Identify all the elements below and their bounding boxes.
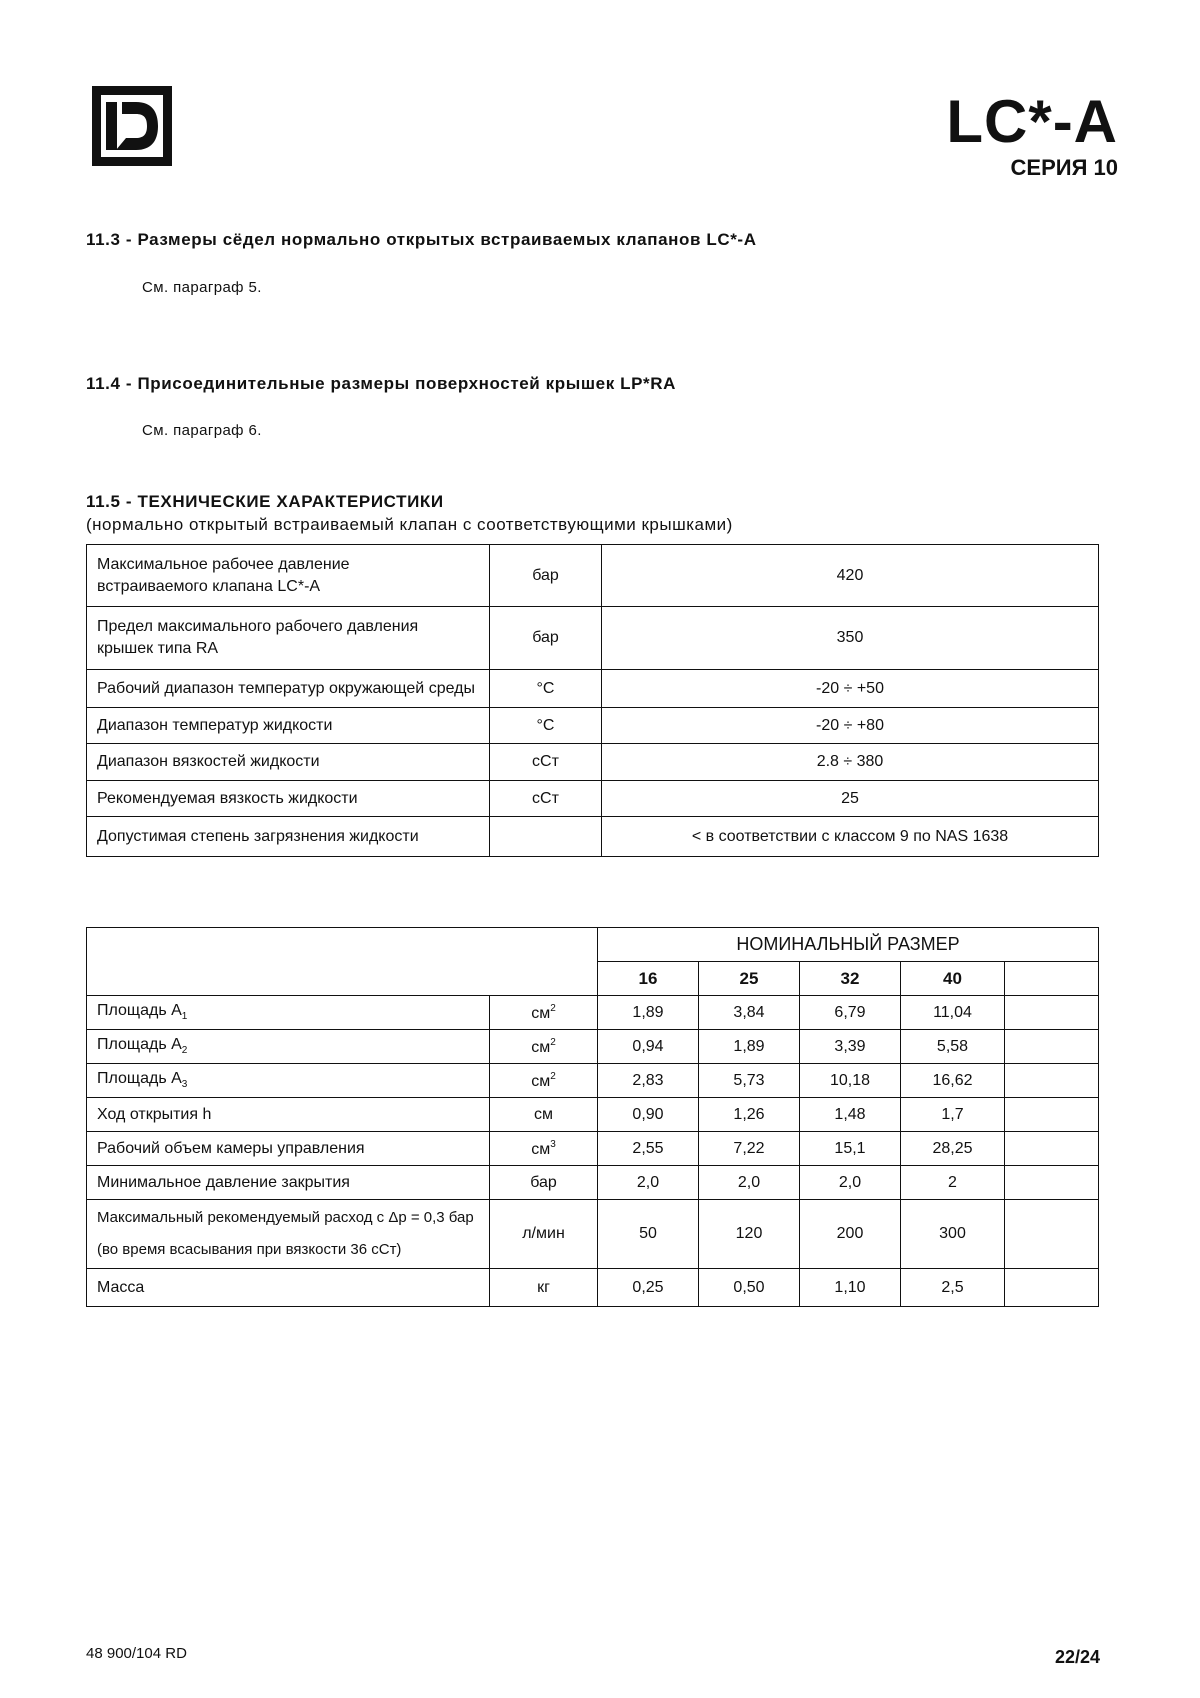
value-cell: 2,0 <box>598 1166 699 1200</box>
value-cell: 0,90 <box>598 1098 699 1132</box>
value-cell: 120 <box>699 1200 800 1269</box>
empty-cell <box>1005 1200 1099 1269</box>
table-row <box>87 1200 1099 1269</box>
value-cell: < в соответствии с классом 9 по NAS 1638 <box>602 817 1099 857</box>
header-empty-cell <box>87 928 598 996</box>
value-cell: 1,89 <box>699 1030 800 1064</box>
section-11-5-heading: 11.5 - ТЕХНИЧЕСКИЕ ХАРАКТЕРИСТИКИ <box>86 492 444 511</box>
table-row <box>87 545 1099 607</box>
value-cell: 2 <box>901 1166 1005 1200</box>
empty-cell <box>1005 1166 1099 1200</box>
value-cell: 7,22 <box>699 1132 800 1166</box>
value-cell: -20 ÷ +80 <box>602 708 1099 744</box>
value-cell: 420 <box>602 545 1099 607</box>
param-cell: Ход открытия h <box>87 1098 490 1132</box>
size-header-25: 25 <box>699 962 800 996</box>
param-cell: Диапазон вязкостей жидкости <box>87 744 490 781</box>
value-cell: 1,26 <box>699 1098 800 1132</box>
unit-cell <box>490 817 602 857</box>
value-cell: 1,89 <box>598 996 699 1030</box>
param-cell: Масса <box>87 1269 490 1307</box>
value-cell: 15,1 <box>800 1132 901 1166</box>
unit-cell: кг <box>490 1269 598 1307</box>
value-cell: 350 <box>602 607 1099 670</box>
value-cell: 1,10 <box>800 1269 901 1307</box>
empty-cell <box>1005 1132 1099 1166</box>
company-logo <box>92 86 172 166</box>
value-cell: 11,04 <box>901 996 1005 1030</box>
value-cell: 300 <box>901 1200 1005 1269</box>
table-row <box>87 708 1099 744</box>
param-cell: Предел максимального рабочего давления крышек типа RA <box>87 607 490 670</box>
unit-cell: $см^2$ <box>490 996 598 1030</box>
section-11-3-text: См. параграф 5. <box>142 279 262 296</box>
unit-cell: сСт <box>490 781 602 817</box>
value-cell: -20 ÷ +50 <box>602 670 1099 708</box>
table-row <box>87 1064 1099 1098</box>
table-row <box>87 744 1099 781</box>
param-cell: Рабочий объем камеры управления <box>87 1132 490 1166</box>
value-cell: 3,39 <box>800 1030 901 1064</box>
value-cell: 25 <box>602 781 1099 817</box>
param-cell: Площадь $A_1$ <box>87 996 490 1030</box>
value-cell: 2,5 <box>901 1269 1005 1307</box>
unit-cell: $см^3$ <box>490 1132 598 1166</box>
unit-cell: см <box>490 1098 598 1132</box>
value-cell: 2,0 <box>800 1166 901 1200</box>
empty-cell <box>1005 1098 1099 1132</box>
table-row <box>87 670 1099 708</box>
value-cell: 10,18 <box>800 1064 901 1098</box>
param-cell: Диапазон температур жидкости <box>87 708 490 744</box>
unit-cell: $см^2$ <box>490 1064 598 1098</box>
document-code: 48 900/104 RD <box>86 1645 187 1662</box>
value-cell: 0,25 <box>598 1269 699 1307</box>
value-cell: 50 <box>598 1200 699 1269</box>
param-cell: Рабочий диапазон температур окружающей среды <box>87 670 490 708</box>
nominal-size-table <box>86 927 1099 1307</box>
unit-cell: °С <box>490 670 602 708</box>
size-header-40: 40 <box>901 962 1005 996</box>
value-cell: 28,25 <box>901 1132 1005 1166</box>
table-row <box>87 607 1099 670</box>
value-cell: 3,84 <box>699 996 800 1030</box>
table-row <box>87 1030 1099 1064</box>
table-row <box>87 1098 1099 1132</box>
series-label: СЕРИЯ 10 <box>1010 155 1118 180</box>
param-cell: Площадь $A_2$ <box>87 1030 490 1064</box>
param-cell: Площадь $A_3$ <box>87 1064 490 1098</box>
empty-cell <box>1005 996 1099 1030</box>
value-cell: 2,83 <box>598 1064 699 1098</box>
param-cell: Допустимая степень загрязнения жидкости <box>87 817 490 857</box>
table-row <box>87 1132 1099 1166</box>
value-cell: 6,79 <box>800 996 901 1030</box>
param-cell: Максимальный рекомендуемый расход с Δp = 0,3 бар (во время всасывания при вязкости 36 сСт) <box>87 1200 490 1269</box>
page-number: 22/24 <box>1054 1647 1100 1667</box>
value-cell: 200 <box>800 1200 901 1269</box>
value-cell: 16,62 <box>901 1064 1005 1098</box>
value-cell: 1,48 <box>800 1098 901 1132</box>
value-cell: 0,50 <box>699 1269 800 1307</box>
unit-cell: сСт <box>490 744 602 781</box>
section-11-3-heading: 11.3 - Размеры сёдел нормально открытых встраиваемых клапанов LC*-A <box>86 230 757 249</box>
unit-cell: бар <box>490 607 602 670</box>
section-11-4-heading: 11.4 - Присоединительные размеры поверхностей крышек LP*RA <box>86 374 677 393</box>
param-cell: Рекомендуемая вязкость жидкости <box>87 781 490 817</box>
model-title: LC*-A <box>946 88 1118 155</box>
value-cell: 1,7 <box>901 1098 1005 1132</box>
table-row <box>87 996 1099 1030</box>
size-header-16: 16 <box>598 962 699 996</box>
nominal-size-header: НОМИНАЛЬНЫЙ РАЗМЕР <box>598 928 1099 962</box>
section-11-4-text: См. параграф 6. <box>142 422 262 439</box>
table-row <box>87 1269 1099 1307</box>
unit-cell: бар <box>490 545 602 607</box>
unit-cell: бар <box>490 1166 598 1200</box>
empty-cell <box>1005 1269 1099 1307</box>
table-row <box>87 781 1099 817</box>
value-cell: 2.8 ÷ 380 <box>602 744 1099 781</box>
empty-cell <box>1005 962 1099 996</box>
value-cell: 0,94 <box>598 1030 699 1064</box>
table-row <box>87 817 1099 857</box>
value-cell: 2,55 <box>598 1132 699 1166</box>
unit-cell: $см^2$ <box>490 1030 598 1064</box>
table-header-row <box>87 928 1099 962</box>
technical-specs-table <box>86 544 1099 857</box>
value-cell: 5,73 <box>699 1064 800 1098</box>
empty-cell <box>1005 1030 1099 1064</box>
param-cell: Максимальное рабочее давление встраиваемого клапана LC*-A <box>87 545 490 607</box>
unit-cell: °С <box>490 708 602 744</box>
section-11-5-subtitle: (нормально открытый встраиваемый клапан с соответствующими крышками) <box>86 515 733 534</box>
table-row <box>87 1166 1099 1200</box>
size-header-32: 32 <box>800 962 901 996</box>
empty-cell <box>1005 1064 1099 1098</box>
param-cell: Минимальное давление закрытия <box>87 1166 490 1200</box>
unit-cell: л/мин <box>490 1200 598 1269</box>
value-cell: 2,0 <box>699 1166 800 1200</box>
value-cell: 5,58 <box>901 1030 1005 1064</box>
